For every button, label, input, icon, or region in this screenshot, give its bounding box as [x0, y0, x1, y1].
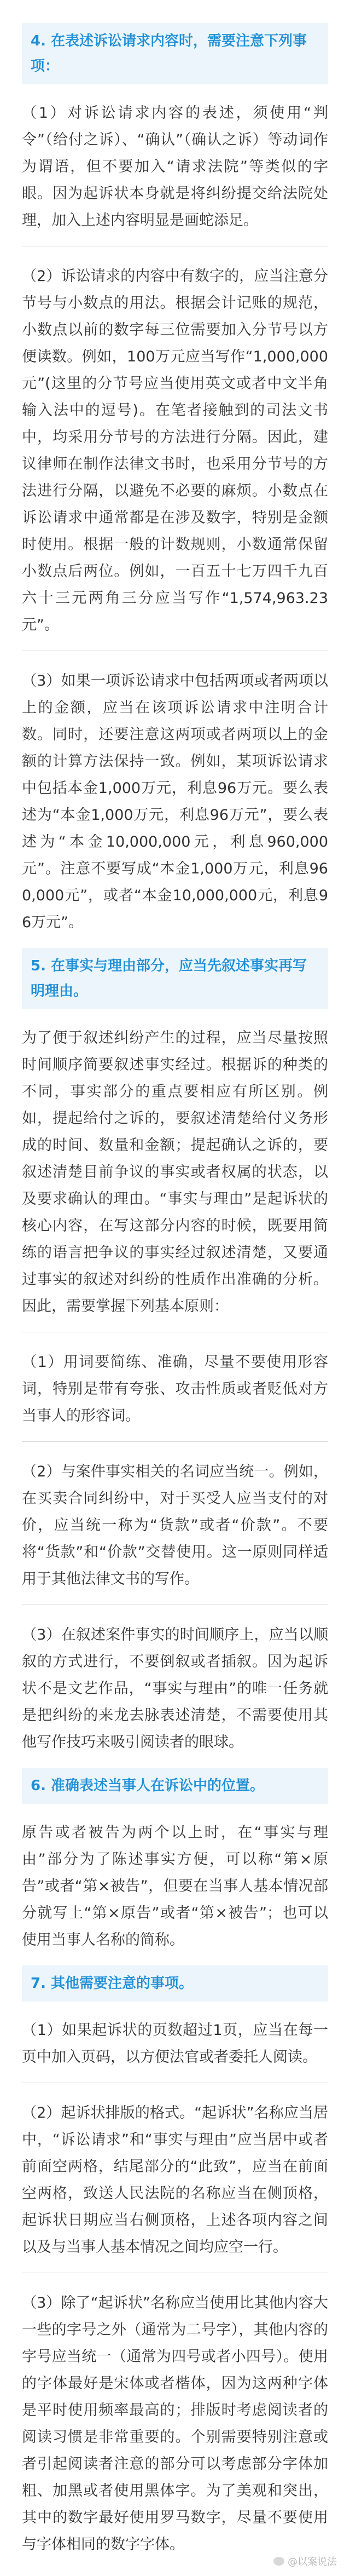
section-heading-5: 5. 在事实与理由部分，应当先叙述事实再写明理由。 — [22, 948, 328, 1009]
paragraph: （2）诉讼请求的内容中有数字的，应当注意分节号与小数点的用法。根据会计记账的规范，小数点以前的数字每三位需要加入分节号以方便读数。例如，100万元应当写作“1,000,000元”(这里的分节号应当使用英文或者中文半角输入法中的逗号)。在笔者接触到的司法文书中，均采用分节号的方法进行分隔。因此，建议律师在制作法律文书时，也采用分节号的方法进行分隔，以避免不必要的麻烦。小数点在诉讼请求中通常都是在涉及数字，特别是金额时使用。根据一般的计数规则，小数通常保留小数点后两位。例如，一百五十七万四千九百六十三元两角三分应当写作“1,574,963.23元”。 — [22, 268, 328, 634]
watermark — [273, 2554, 337, 2568]
paragraph: 原告或者被告为两个以上时，在“事实与理由”部分为了陈述事实方便，可以称“第×原告”或者“第×被告”，但要在当事人基本情况部分就写上“第×原告”或者“第×被告”；也可以使用当事人名称的简称。 — [22, 1824, 328, 1948]
paragraph: （2）与案件事实相关的名词应当统一。例如，在买卖合同纠纷中，对于买受人应当支付的对价，应当统一称为“货款”或者“价款”。不要将“货款”和“价款”交替使用。这一原则同样适用于其他法律文书的写作。 — [22, 1463, 328, 1588]
section-heading-4: 4. 在表述诉讼请求内容时，需要注意下列事项： — [22, 23, 328, 84]
paragraph: （3）除了“起诉状”名称应当使用比其他内容大一些的字号之外（通常为二号字），其他内容的字号应当统一（通常为四号或者小四号）。使用的字体最好是宋体或者楷体，因为这两种字体是平时使用频率最高的；排版时考虑阅读者的阅读习惯是非常重要的。个别需要特别注意或者引起阅读者注意的部分可以考虑部分字体加粗、加黑或者使用黑体字。为了美观和突出，其中的数字最好使用罗马数字，尽量不要使用与字体相同的数字字体。 — [22, 2295, 328, 2553]
paragraph-divider — [22, 1441, 328, 1442]
paragraph: （1）对诉讼请求内容的表述，须使用“判令”（给付之诉）、“确认”（确认之诉）等动词作为谓语，但不要加入“请求法院”等类似的字眼。因为起诉状本身就是将纠纷提交给法院处理，加入上述内容明显是画蛇添足。 — [22, 105, 328, 229]
paragraph: （3）如果一项诉讼请求中包括两项或者两项以上的金额，应当在该项诉讼请求中注明合计数。同时，还要注意这两项或者两项以上的金额的计算方法保持一致。例如，某项诉讼请求中包括本金1,000万元，利息96万元。要么表述为“本金1,000万元，利息96万元”，要么表述为“本金10,000,000元，利息960,000元”。注意不要写成“本金1,000万元，利息960,000元”，或者“本金10,000,000元，利息96万元”。 — [22, 672, 328, 931]
weibo-logo-icon — [273, 2557, 284, 2566]
section-heading-7: 7. 其他需要注意的事项。 — [22, 1965, 328, 2002]
section-heading-6: 6. 准确表述当事人在诉讼中的位置。 — [22, 1768, 328, 1804]
paragraph: （1）用词要简练、准确，尽量不要使用形容词，特别是带有夸张、攻击性质或者贬低对方当事人的形容词。 — [22, 1354, 328, 1424]
paragraph: （1）如果起诉状的页数超过1页，应当在每一页中加入页码，以方便法官或者委托人阅读。 — [22, 2022, 328, 2066]
paragraph: （3）在叙述案件事实的时间顺序上，应当以顺叙的方式进行，不要倒叙或者插叙。因为起诉状不是文艺作品，“事实与理由”的唯一任务就是把纠纷的来龙去脉表述清楚，不需要使用其他写作技巧来吸引阅读者的眼球。 — [22, 1626, 328, 1751]
paragraph: （2）起诉状排版的格式。“起诉状”名称应当居中，“诉讼请求”和“事实与理由”应当居中或者前面空两格，结尾部分的“此致”，应当在前面空两格，致送人民法院的名称应当在侧顶格，起诉状日期应当右侧顶格，上述各项内容之间以及与当事人基本情况之间均应空一行。 — [22, 2104, 328, 2256]
paragraph: 为了便于叙述纠纷产生的过程，应当尽量按照时间顺序简要叙述事实经过。根据诉的种类的不同，事实部分的重点要相应有所区别。例如，提起给付之诉的，要叙述清楚给付义务形成的时间、数量和金额；提起确认之诉的，要叙述清楚目前争议的事实或者权属的状态，以及要求确认的理由。“事实与理由”是起诉状的核心内容，在写这部分内容的时候，既要用简练的语言把争议的事实经过叙述清楚，又要通过事实的叙述对纠纷的性质作出准确的分析。因此，需要掌握下列基本原则： — [22, 1030, 328, 1315]
watermark-text: @以案说法 — [288, 2556, 337, 2568]
